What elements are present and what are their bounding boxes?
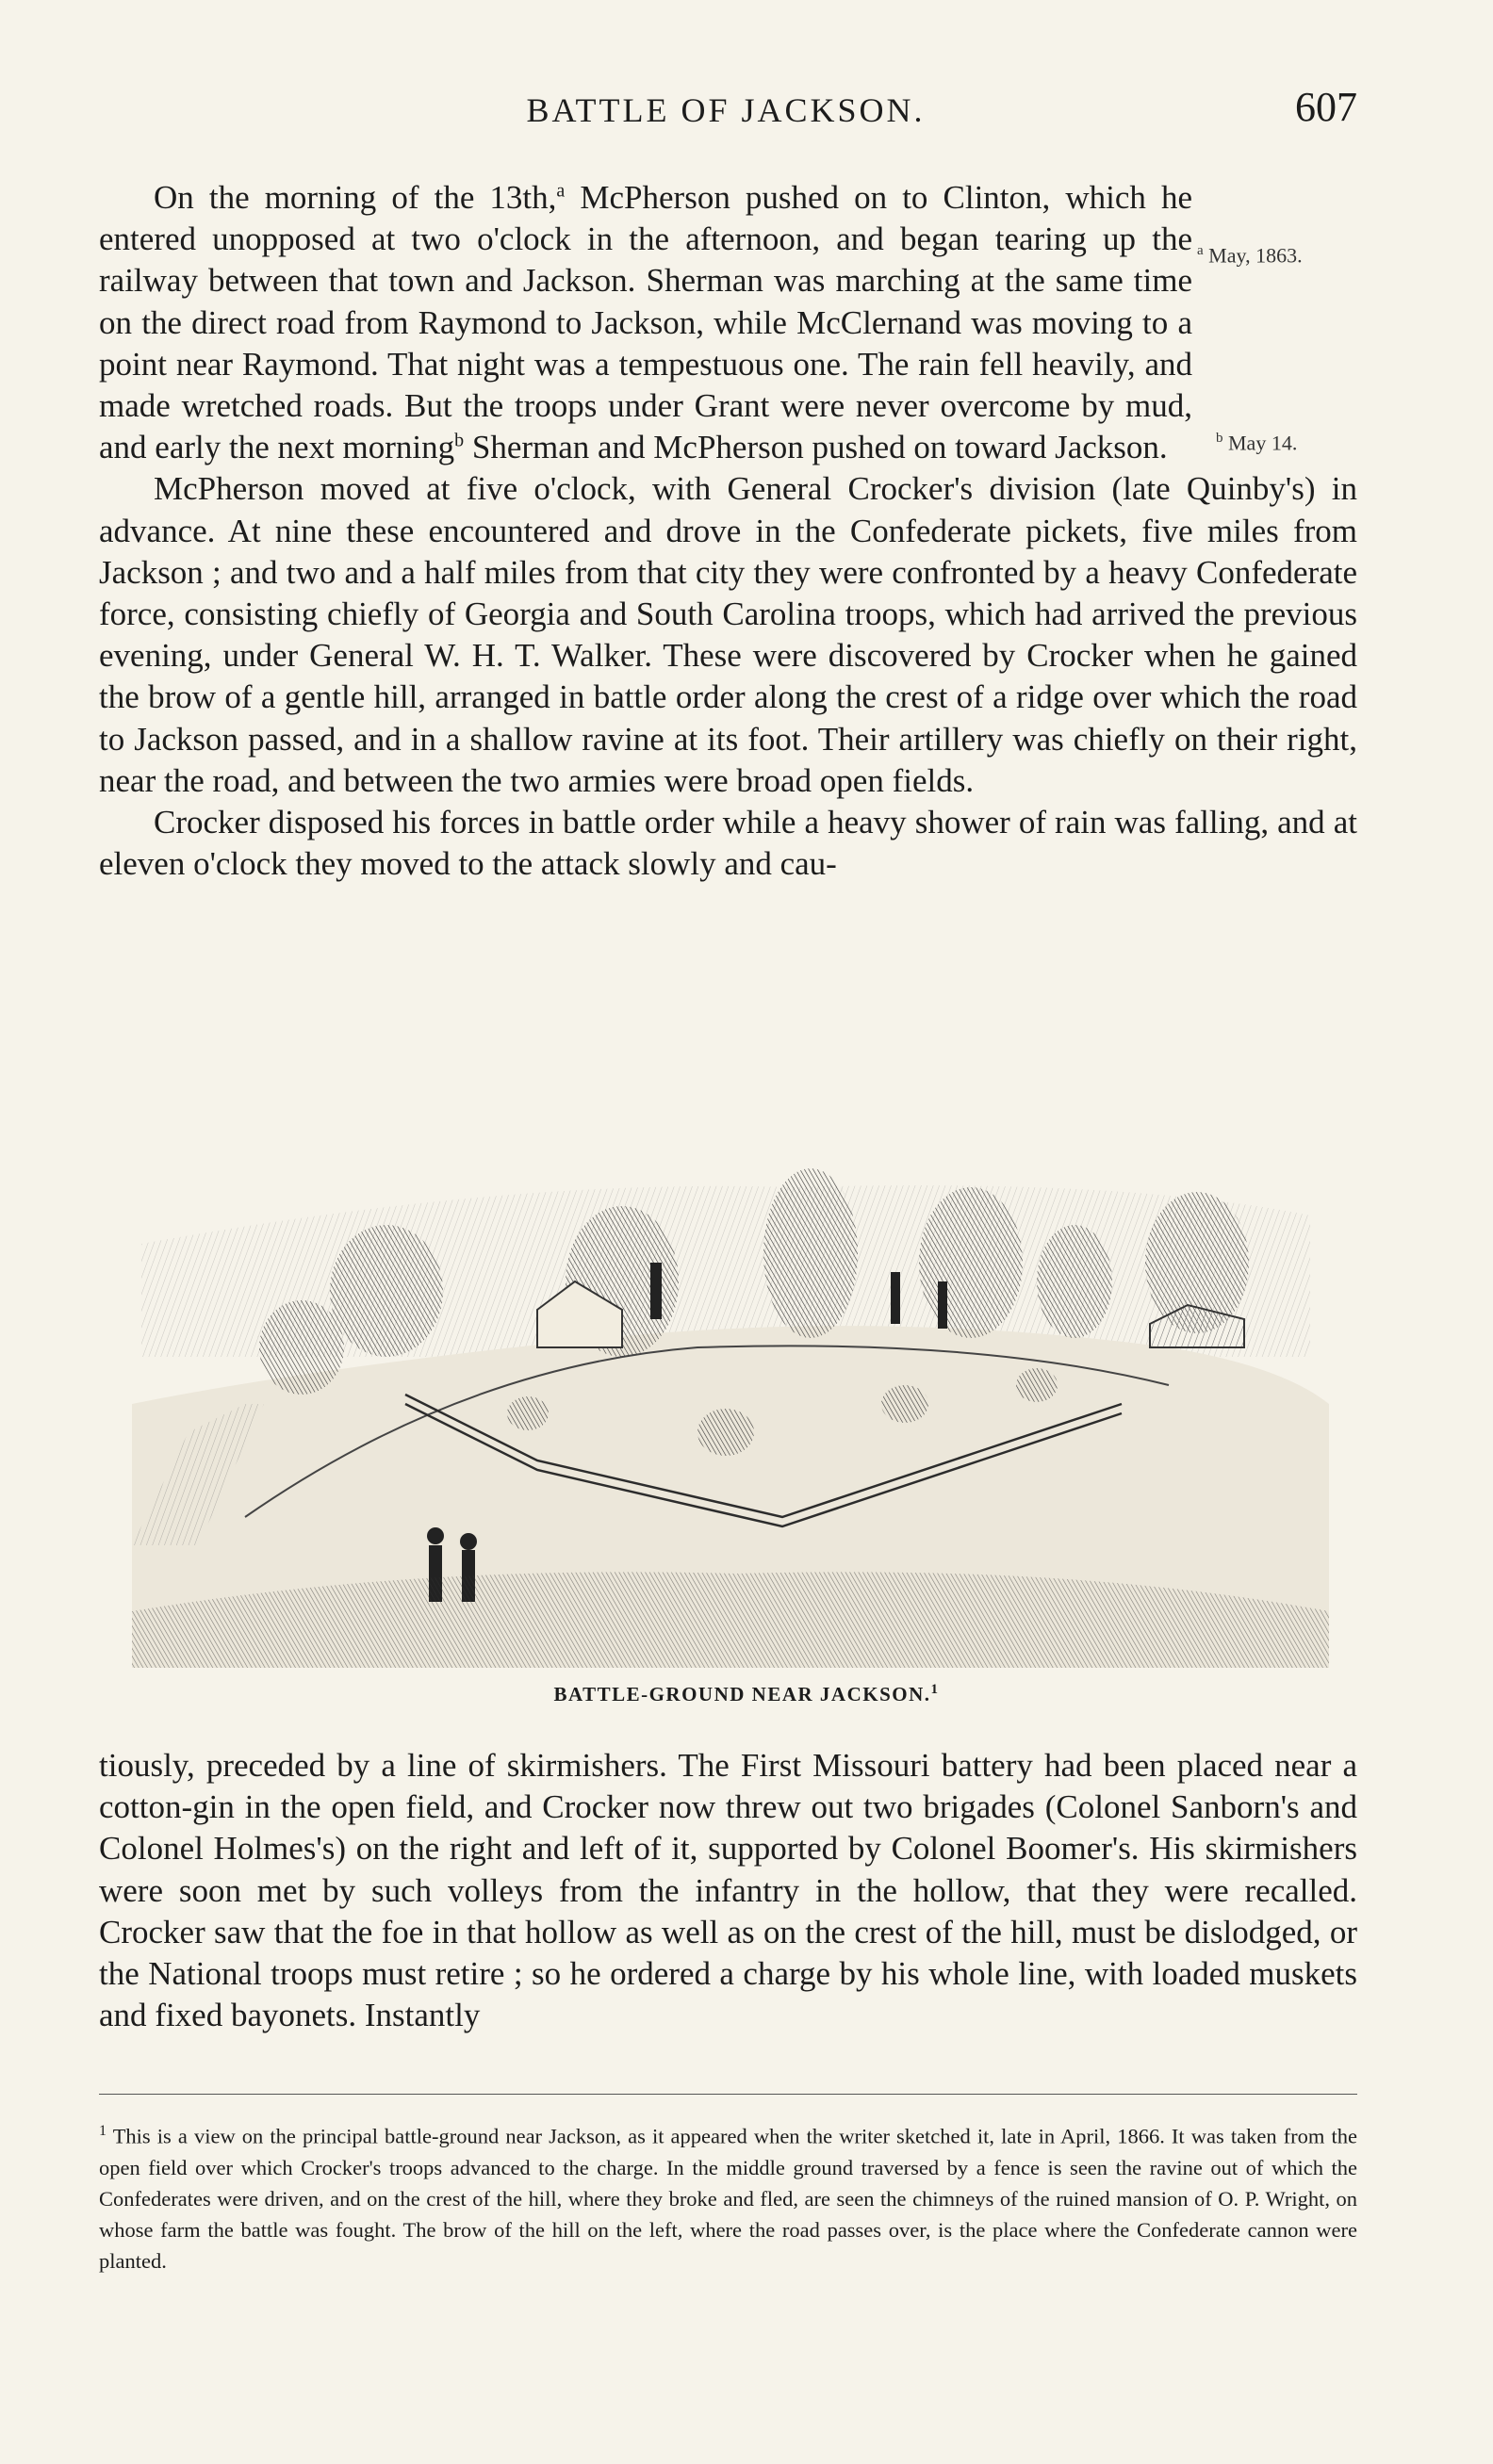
paragraph-1: [99, 177, 1192, 468]
margin-note-a-mark: a: [1197, 243, 1204, 258]
footnote-ref-b: b: [454, 430, 465, 451]
margin-note-a-text: May, 1863.: [1208, 243, 1303, 268]
margin-note-b-mark: b: [1216, 431, 1223, 446]
running-title: BATTLE OF JACKSON.: [526, 91, 926, 129]
margin-note-b-text: May 14.: [1228, 431, 1298, 455]
paragraph-2: McPherson moved at five o'clock, with General Crocker's division (late Quinby's) in advance. At nine these encountered and drove in the Confederate pickets, five miles from Jackson ; and two and a half miles from that city they were confronted by a heavy Confederate force, consisting chiefly of Georgia and South Carolina troops, which had arrived the previous evening, under General W. H. T. Walker. These were discovered by Crocker when he gained the brow of a gentle hill, arranged in battle order along the crest of a ridge over which the road to Jackson passed, and in a shallow ravine at its foot. Their artillery was chiefly on their right, near the road, and between the two armies were broad open fields.: [99, 470, 1357, 799]
footnote: [99, 2115, 1357, 2276]
paragraph-1-part-b: McPherson pushed on to Clinton, which he entered unopposed at two o'clock in the afternoon, and began tearing up the railway between that town and Jackson. Sherman was marching at the same time on the direct road from Raymond to Jackson, while McClernand was moving to a point near Raymond. That night was a tempestuous one. The rain fell heavily, and made wretched roads. But the troops under Grant were never overcome by mud, and early the next morning: [99, 179, 1192, 466]
paragraph-1-part-a: On the morning of the 13th,: [154, 179, 557, 216]
paragraph-4: tiously, preceded by a line of skirmishers. The First Missouri battery had been placed near a cotton-gin in the open field, and Crocker now threw out two brigades (Colonel Sanborn's and Colonel Holmes's) on the right and left of it, supported by Colonel Boomer's. His skirmishers were soon met by such volleys from the infantry in the hollow, that they were recalled. Crocker saw that the foe in that hollow as well as on the crest of the hill, must be dislodged, or the National troops must retire ; so he ordered a charge by his whole line, with loaded muskets and fixed bayonets. Instantly: [99, 1747, 1357, 2034]
footnote-mark: 1: [99, 2123, 107, 2139]
text-column-bottom: [99, 1745, 1357, 2036]
footnote-divider: [99, 2094, 1357, 2095]
battle-ground-engraving: [132, 1121, 1395, 1687]
running-header: [94, 83, 1357, 139]
figure-caption: [0, 1682, 1493, 1706]
paragraph-3: Crocker disposed his forces in battle order while a heavy shower of rain was falling, and at eleven o'clock they moved to the attack slowly and cau-: [99, 804, 1357, 883]
caption-text: BATTLE-GROUND NEAR JACKSON.: [553, 1683, 931, 1705]
footnote-ref-a: a: [556, 180, 566, 202]
footnote-text: This is a view on the principal battle-ground near Jackson, as it appeared when the writer sketched it, late in April, 1866. It was taken from the open field over which Crocker's troops advanced to the charge. In the middle ground traversed by a fence is seen the ravine out of which the Confederates were driven, and on the crest of the hill, where they broke and fled, are seen the chimneys of the ruined mansion of O. P. Wright, on whose farm the battle was fought. The brow of the hill on the left, where the road passes over, is the place where the Confederate cannon were planted.: [99, 2124, 1357, 2273]
caption-footnote-ref: 1: [930, 1682, 940, 1697]
page-number: 607: [1295, 84, 1357, 130]
paragraph-1-part-c: Sherman and McPherson pushed on toward Jackson.: [464, 429, 1168, 466]
text-column-top: [99, 177, 1357, 885]
